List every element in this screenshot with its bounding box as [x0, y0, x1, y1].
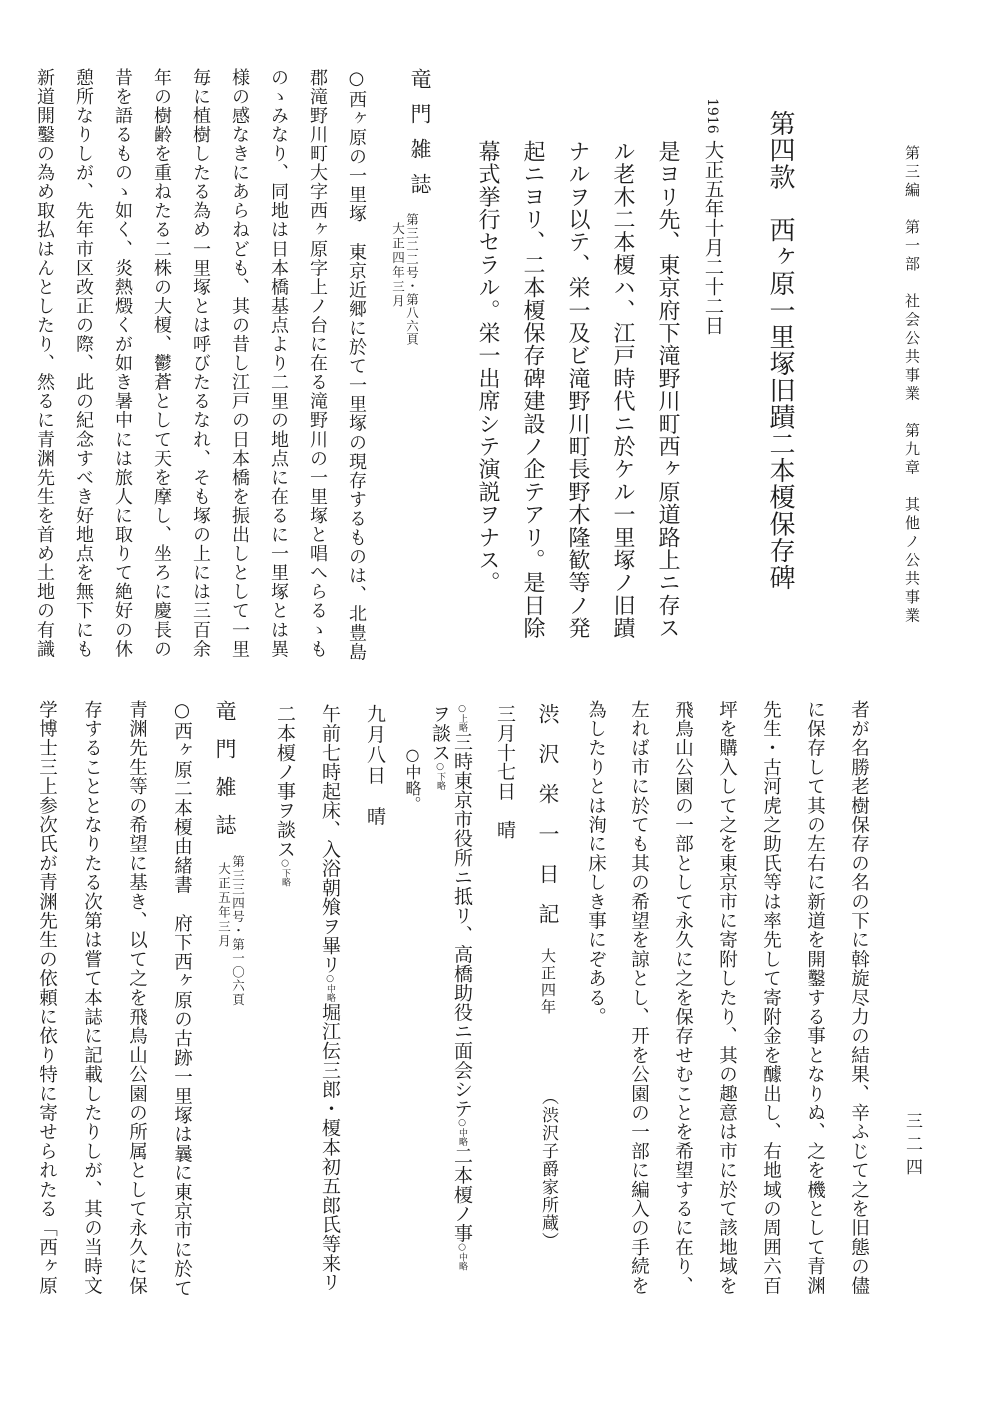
diary-text-segment: 堀江伝三郎・榎本初五郎氏等来リ: [319, 1002, 341, 1292]
source-title: 竜門雑誌: [213, 700, 237, 852]
diary-title: 渋沢栄一日記: [536, 703, 560, 943]
quote-line: 年の樹齢を重ねたる二株の大榎、鬱蒼として天を摩し、坐ろに慶長の: [151, 68, 172, 659]
omission-note: ○下略: [435, 761, 445, 790]
quote-line: 憩所なりしが、先年市区改正の際、此の紀念すべき好地点を無下にも: [73, 68, 94, 659]
section-body-line: 幕式挙行セラル。栄一出席シテ演説ヲナス。: [475, 140, 500, 594]
diary-text-segment: 二本榎ノ事: [451, 1146, 473, 1243]
source-issue-note: 第三二二号・第八六頁: [404, 213, 420, 346]
section-body-line: ナルヲ以テ、栄一及ビ滝野川町長野木隆歓等ノ発: [565, 140, 590, 640]
diary-text-segment: 二本榎ノ事ヲ談ス: [274, 704, 296, 859]
running-head: 第三編 第一部 社会公共事業 第九章 其他ノ公共事業: [903, 145, 921, 626]
diary-entry-text: [452, 704, 471, 1271]
page-number: 三二四: [902, 1112, 922, 1181]
diary-entry-text: [275, 704, 294, 886]
quote-line: のゝみなり、同地は日本橋基点より二里の地点に在るに一里塚とは異: [268, 68, 289, 659]
quote-line: ○西ヶ原二本榎由緒書 府下西ヶ原の古跡一里塚は曩に東京市に於て: [171, 700, 193, 1298]
section-body-line: 是ヨリ先、東京府下滝野川町西ヶ原道路上ニ存ス: [655, 140, 680, 640]
source-issue-note: 第三三四号・第一〇六頁: [230, 855, 246, 1007]
quote-line: 存することとなりたる次第は嘗て本誌に記載したりしが、其の当時文: [81, 700, 103, 1296]
section-date: 大正五年十月二十二日: [701, 140, 725, 335]
diary-entry-date: 九月八日 晴: [364, 704, 386, 827]
quote-line: 毎に植樹したる為め一里塚とは呼びたるなれ、そも塚の上には三百余: [190, 68, 211, 659]
diary-text-segment: 三時東京市役所ニ抵リ、高橋助役ニ面会シテ: [451, 732, 473, 1118]
diary-entry-date: 三月十七日 晴: [494, 704, 516, 840]
quote-line: 為したりとは洵に床しき事にぞある。: [585, 700, 607, 1027]
quote-line: に保存して其の左右に新道を開鑿する事となりぬ、之を機として青渊: [804, 700, 826, 1296]
quote-line: 先生・古河虎之助氏等は率先して寄附金を醵出し、右地域の周囲六百: [760, 700, 782, 1296]
diary-text-segment: 午前七時起床、入浴朝飧ヲ畢リ: [319, 704, 341, 975]
omission-note: ○中略: [325, 974, 335, 1003]
quote-line: 学博士三上参次氏が青渊先生の依頼に依り特に寄せられたる「西ヶ原: [36, 700, 58, 1296]
quote-line: 者が名勝老樹保存の名の下に斡旋尽力の結果、辛ふじて之を旧態の儘: [848, 700, 870, 1296]
quote-line: ○西ヶ原の一里塚 東京近郷に於て一里塚の現存するものは、北豊島: [346, 68, 367, 662]
source-title: 竜門雑誌: [408, 68, 432, 208]
diary-holder: （渋沢子爵家所蔵）: [538, 1088, 558, 1250]
diary-entry-text: [320, 704, 339, 1292]
section-title: 第四款 西ヶ原一里塚旧蹟二本榎保存碑: [765, 110, 795, 591]
omission-note: ○中略: [457, 1118, 467, 1146]
quote-line: 坪を購入して之を東京市に寄附したり、其の趣意は市に於て該地域を: [716, 700, 738, 1296]
omission-note: ○中略: [457, 1242, 467, 1271]
quote-line: 様の感なきにあらねども、其の昔し江戸の日本橋を振出しとして一里: [229, 68, 250, 659]
section-year-western: 1916: [704, 98, 720, 134]
omission-line: ○中略。: [403, 745, 422, 812]
section-body-line: 起ニヨリ、二本榎保存碑建設ノ企テアリ。是日除: [520, 140, 545, 640]
diary-entry-text: [430, 704, 449, 790]
source-date-note: 大正五年三月: [216, 862, 232, 949]
quote-line: 郡滝野川町大字西ヶ原字上ノ台に在る滝野川の一里塚と唱へらるゝも: [307, 68, 328, 659]
diary-year: 大正四年: [539, 948, 557, 1016]
quote-line: 昔を語るものゝ如く、炎熱燬くが如き暑中には旅人に取りて絶好の休: [112, 68, 133, 659]
omission-note: ○下略: [280, 858, 290, 887]
section-body-line: ル老木二本榎ハ、江戸時代ニ於ケル一里塚ノ旧蹟: [610, 140, 635, 640]
source-date-note: 大正四年三月: [390, 222, 406, 309]
omission-note: ○上略: [457, 704, 467, 732]
diary-text-segment: ヲ談ス: [429, 704, 451, 762]
quote-line: 新道開鑿の為め取払はんとしたり、然るに青渊先生を首め土地の有識: [34, 68, 55, 659]
quote-line: 青渊先生等の希望に基き、以て之を飛鳥山公園の所属として永久に保: [126, 700, 148, 1296]
quote-line: 左れば市に於ても其の希望を諒とし、开を公園の一部に編入の手続を: [628, 700, 650, 1296]
quote-line: 飛鳥山公園の一部として永久に之を保存せむことを希望するに在り、: [672, 700, 694, 1296]
